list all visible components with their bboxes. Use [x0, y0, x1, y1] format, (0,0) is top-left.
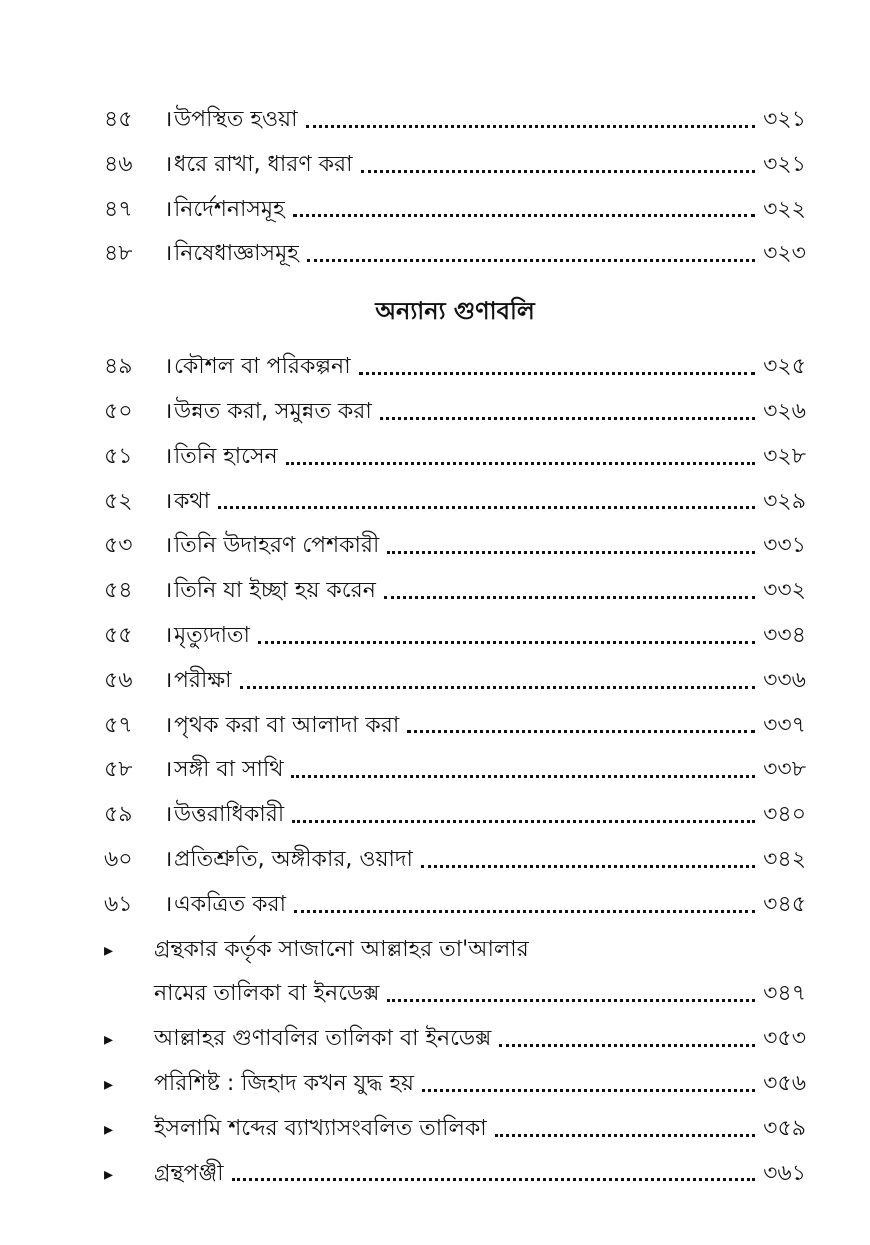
entry-page: ৩২৩: [763, 241, 806, 267]
entry-separator: ।: [164, 398, 173, 424]
entry-number: ৫০: [104, 398, 133, 424]
dot-leader: [384, 596, 755, 599]
toc-entry: [104, 748, 806, 793]
entry-number: ৫৯: [104, 802, 133, 828]
entry-number: ৪৭: [104, 196, 133, 222]
entry-label: নির্দেশনাসমূহ: [174, 196, 285, 222]
toc-extra-author-index: [104, 928, 806, 973]
dot-leader: [292, 820, 755, 823]
dot-leader: [499, 1044, 755, 1047]
toc-entry: [104, 793, 806, 838]
toc-entry: [104, 143, 806, 188]
entry-page: ৩২২: [763, 196, 806, 222]
entry-page: ৩২৮: [763, 443, 806, 469]
dot-leader: [293, 214, 755, 217]
entry-page: ৩৩৭: [763, 712, 806, 738]
entry-label: গ্রন্থপঞ্জী: [154, 1160, 224, 1186]
entry-label: মৃত্যুদাতা: [174, 622, 250, 648]
entry-page: ৩৪৭: [763, 981, 806, 1007]
entry-page: ৩৫৯: [763, 1115, 806, 1141]
entry-page: ৩২১: [763, 107, 806, 132]
entry-label: কথা: [174, 488, 211, 514]
dot-leader: [387, 999, 755, 1002]
entry-number: ৬০: [104, 846, 133, 872]
toc-entry: [104, 98, 806, 143]
entry-page: ৩৩৬: [763, 667, 806, 693]
entry-separator: ।: [164, 443, 173, 469]
toc-extra-appendix: [104, 1062, 806, 1107]
dot-leader: [361, 170, 756, 173]
table-of-contents: [104, 98, 806, 1196]
entry-label: কৌশল বা পরিকল্পনা: [174, 354, 351, 380]
toc-entry: [104, 659, 806, 704]
entry-label: সঙ্গী বা সাথি: [174, 757, 284, 783]
entry-separator: ।: [164, 622, 173, 648]
dot-leader: [240, 686, 756, 689]
entry-separator: ।: [164, 533, 173, 559]
entry-number: ৫৮: [104, 757, 133, 783]
dot-leader: [422, 1089, 755, 1092]
entry-label: প্রতিশ্রুতি, অঙ্গীকার, ওয়াদা: [174, 846, 413, 872]
dot-leader: [286, 462, 755, 465]
bullet-icon: ▸: [104, 1029, 114, 1051]
entry-label: উত্তরাধিকারী: [174, 802, 285, 828]
entry-label: নিষেধাজ্ঞাসমূহ: [174, 241, 299, 267]
entry-page: ৩৩৮: [763, 757, 806, 783]
bullet-icon: ▸: [104, 1118, 114, 1140]
entry-label: নামের তালিকা বা ইনডেক্স: [154, 981, 380, 1007]
entry-label: তিনি হাসেন: [174, 443, 278, 469]
dot-leader: [258, 641, 755, 644]
entry-number: ৪৫: [104, 107, 133, 132]
bullet-icon: ▸: [104, 1163, 114, 1185]
entry-page: ৩৩১: [763, 533, 806, 559]
dot-leader: [495, 1134, 755, 1137]
toc-entry: [104, 480, 806, 525]
entry-page: ৩২৫: [763, 354, 806, 380]
bullet-icon: ▸: [104, 1073, 114, 1095]
entry-number: ৫৪: [104, 578, 133, 604]
toc-section-2: [104, 345, 806, 927]
dot-leader: [421, 865, 755, 868]
entry-separator: ।: [164, 802, 173, 828]
toc-entry: [104, 345, 806, 390]
dot-leader: [387, 551, 755, 554]
entry-page: ৩৪৫: [763, 891, 806, 917]
toc-extra-glossary: [104, 1107, 806, 1152]
dot-leader: [232, 1178, 756, 1181]
entry-separator: ।: [164, 712, 173, 738]
entry-page: ৩৩৪: [763, 622, 806, 648]
entry-number: ৫৫: [104, 622, 133, 648]
entry-page: ৩৬১: [763, 1160, 806, 1186]
dot-leader: [407, 730, 755, 733]
bullet-icon: ▸: [104, 939, 114, 961]
entry-separator: ।: [164, 151, 173, 177]
toc-entry: [104, 524, 806, 569]
entry-number: ৪৮: [104, 241, 133, 267]
dot-leader: [291, 775, 755, 778]
toc-entry: [104, 838, 806, 883]
entry-page: ৩৩২: [763, 578, 806, 604]
entry-number: ৫২: [104, 488, 133, 514]
entry-number: ৫৬: [104, 667, 133, 693]
toc-extra-bibliography: [104, 1152, 806, 1197]
dot-leader: [307, 259, 755, 262]
toc-extra-author-index-cont: [104, 972, 806, 1017]
dot-leader: [218, 506, 755, 509]
entry-separator: ।: [164, 578, 173, 604]
dot-leader: [380, 417, 755, 420]
entry-label: পরীক্ষা: [174, 667, 232, 693]
entry-number: ৪৯: [104, 354, 133, 380]
toc-entry: [104, 232, 806, 277]
dot-leader: [359, 372, 756, 375]
entry-separator: ।: [164, 241, 173, 267]
entry-separator: ।: [164, 891, 173, 917]
entry-page: ৩২৬: [763, 398, 806, 424]
toc-entry: [104, 704, 806, 749]
entry-label: আল্লাহর গুণাবলির তালিকা বা ইনডেক্স: [154, 1026, 492, 1052]
entry-page: ৩৪০: [763, 802, 806, 828]
toc-entry: [104, 390, 806, 435]
entry-label: ধরে রাখা, ধারণ করা: [174, 151, 353, 177]
entry-label: গ্রন্থকার কর্তৃক সাজানো আল্লাহর তা'আলার: [154, 936, 529, 962]
entry-separator: ।: [164, 757, 173, 783]
entry-page: ৩২৯: [763, 488, 806, 514]
dot-leader: [306, 125, 756, 128]
toc-section-1: [104, 98, 806, 277]
entry-label: পরিশিষ্ট : জিহাদ কখন যুদ্ধ হয়: [154, 1070, 414, 1096]
toc-entry: [104, 188, 806, 233]
toc-extra-attributes-index: [104, 1017, 806, 1062]
toc-entry: [104, 569, 806, 614]
entry-label: পৃথক করা বা আলাদা করা: [174, 712, 400, 738]
toc-entry: [104, 614, 806, 659]
entry-page: ৩২১: [763, 151, 806, 177]
entry-separator: ।: [164, 107, 173, 132]
entry-label: উপস্থিত হওয়া: [174, 107, 298, 132]
entry-page: ৩৫৩: [763, 1026, 806, 1052]
entry-number: ৫৩: [104, 533, 133, 559]
entry-separator: ।: [164, 354, 173, 380]
entry-separator: ।: [164, 846, 173, 872]
entry-page: ৩৪২: [763, 846, 806, 872]
entry-page: ৩৫৬: [763, 1070, 806, 1096]
entry-label: তিনি উদাহরণ পেশকারী: [174, 533, 380, 559]
entry-label: ইসলামি শব্দের ব্যাখ্যাসংবলিত তালিকা: [154, 1115, 487, 1141]
entry-label: উন্নত করা, সমুন্নত করা: [174, 398, 372, 424]
entry-separator: ।: [164, 667, 173, 693]
entry-number: ৫৭: [104, 712, 133, 738]
entry-label: তিনি যা ইচ্ছা হয় করেন: [174, 578, 376, 604]
toc-entry: [104, 435, 806, 480]
section-heading: অন্যান্য গুণাবলি: [375, 297, 535, 326]
dot-leader: [294, 910, 755, 913]
entry-number: ৪৬: [104, 151, 133, 177]
entry-separator: ।: [164, 196, 173, 222]
entry-label: একত্রিত করা: [174, 891, 286, 917]
entry-number: ৬১: [104, 891, 133, 917]
entry-separator: ।: [164, 488, 173, 514]
toc-entry: [104, 883, 806, 928]
entry-number: ৫১: [104, 443, 133, 469]
